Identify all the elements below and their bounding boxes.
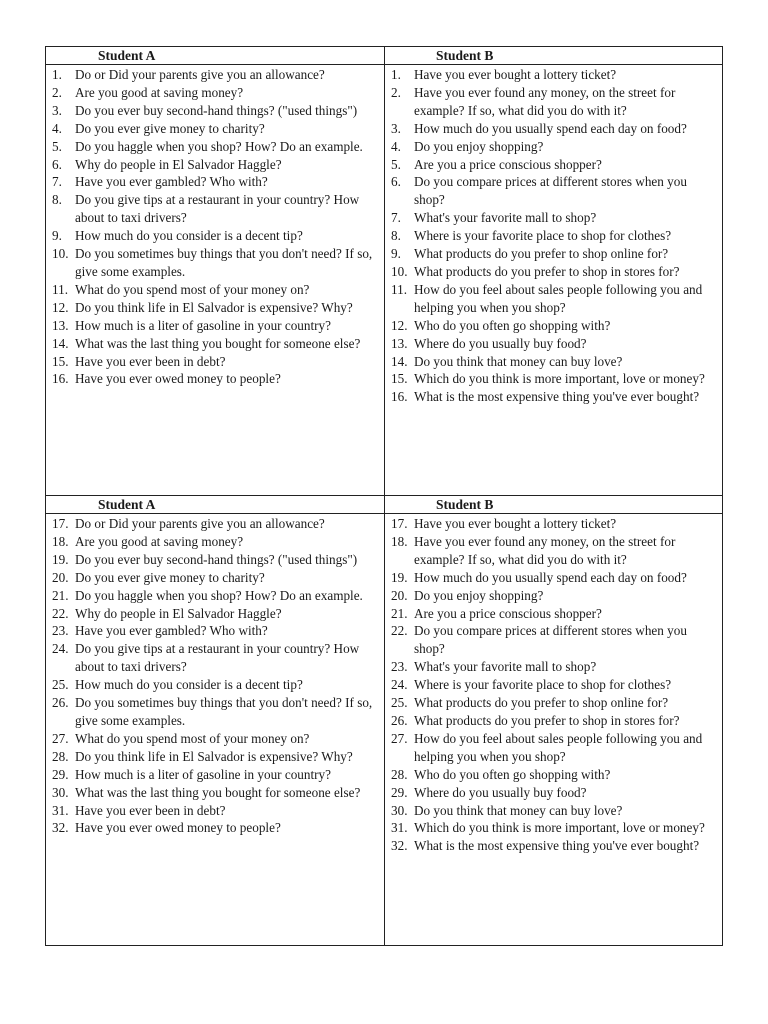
- question-number: 16.: [52, 371, 69, 387]
- question-item: [391, 209, 718, 227]
- question-text: Do you sometimes buy things that you don't need? If so, give some examples.: [75, 246, 373, 279]
- question-number: 9.: [391, 246, 401, 262]
- question-text: Do you ever give money to charity?: [75, 569, 265, 585]
- question-text: What was the last thing you bought for someone else?: [75, 784, 361, 800]
- question-number: 31.: [391, 820, 408, 836]
- question-text: What products do you prefer to shop online for?: [414, 246, 669, 262]
- question-number: 27.: [52, 730, 69, 746]
- question-text: How much is a liter of gasoline in your country?: [75, 317, 331, 333]
- question-number: 7.: [52, 174, 62, 190]
- question-item: [52, 245, 380, 281]
- question-text: Have you ever gambled? Who with?: [75, 174, 268, 190]
- question-text: Have you ever gambled? Who with?: [75, 623, 268, 639]
- question-text: Do you ever give money to charity?: [75, 120, 265, 136]
- question-text: What is the most expensive thing you've ever bought?: [414, 389, 700, 405]
- question-number: 9.: [52, 228, 62, 244]
- question-item: [52, 640, 380, 676]
- question-text: Which do you think is more important, love or money?: [414, 371, 705, 387]
- question-text: Do you think that money can buy love?: [414, 353, 623, 369]
- question-number: 16.: [391, 389, 408, 405]
- question-number: 4.: [391, 138, 401, 154]
- question-text: What was the last thing you bought for someone else?: [75, 335, 361, 351]
- question-item: [52, 515, 380, 533]
- question-number: 8.: [52, 192, 62, 208]
- question-item: [391, 784, 718, 802]
- question-number: 14.: [391, 353, 408, 369]
- question-item: [391, 730, 718, 766]
- question-text: Do you enjoy shopping?: [414, 587, 544, 603]
- question-item: [52, 191, 380, 227]
- question-item: [391, 66, 718, 84]
- question-number: 32.: [52, 820, 69, 836]
- question-item: [391, 819, 718, 837]
- question-item: [52, 281, 380, 299]
- question-number: 22.: [391, 623, 408, 639]
- question-number: 6.: [391, 174, 401, 190]
- question-text: Do you ever buy second-hand things? ("used things"): [75, 551, 358, 567]
- question-item: [391, 317, 718, 335]
- question-item: [52, 569, 380, 587]
- question-number: 11.: [52, 281, 68, 297]
- question-text: How do you feel about sales people following you and helping you when you shop?: [414, 730, 703, 764]
- student-a-cell: [46, 514, 385, 946]
- question-item: [391, 281, 718, 317]
- student-b-question-list: [385, 65, 722, 406]
- question-item: [391, 173, 718, 209]
- question-text: Have you ever been in debt?: [75, 353, 226, 369]
- student-b-cell: [385, 514, 723, 946]
- question-item: [391, 569, 718, 587]
- question-item: [52, 227, 380, 245]
- question-number: 30.: [52, 784, 69, 800]
- question-number: 5.: [52, 138, 62, 154]
- question-item: [52, 802, 380, 820]
- question-number: 7.: [391, 210, 401, 226]
- question-number: 29.: [52, 766, 69, 782]
- question-item: [52, 299, 380, 317]
- question-number: 26.: [52, 695, 69, 711]
- question-number: 17.: [391, 516, 408, 531]
- question-item: [52, 748, 380, 766]
- question-number: 18.: [52, 533, 69, 549]
- question-item: [52, 156, 380, 174]
- question-item: [52, 551, 380, 569]
- question-text: Why do people in El Salvador Haggle?: [75, 156, 282, 172]
- question-text: Have you ever bought a lottery ticket?: [414, 516, 617, 531]
- question-text: Have you ever been in debt?: [75, 802, 226, 818]
- question-item: [391, 138, 718, 156]
- question-text: Where is your favorite place to shop for clothes?: [414, 228, 672, 244]
- question-text: Do you give tips at a restaurant in your country? How about to taxi drivers?: [75, 192, 360, 226]
- question-text: How much do you consider is a decent tip?: [75, 677, 303, 693]
- question-item: [391, 353, 718, 371]
- question-number: 20.: [391, 587, 408, 603]
- question-text: Do you haggle when you shop? How? Do an example.: [75, 138, 363, 154]
- question-text: Where do you usually buy food?: [414, 784, 587, 800]
- question-item: [391, 658, 718, 676]
- question-text: Who do you often go shopping with?: [414, 766, 611, 782]
- question-item: [52, 120, 380, 138]
- question-item: [391, 515, 718, 533]
- question-number: 24.: [391, 677, 408, 693]
- question-text: Are you good at saving money?: [75, 533, 244, 549]
- student-b-heading: Student B: [385, 47, 723, 65]
- question-text: How much do you usually spend each day on food?: [414, 569, 687, 585]
- student-a-cell: [46, 65, 385, 496]
- question-text: How do you feel about sales people following you and helping you when you shop?: [414, 281, 703, 315]
- question-item: [391, 227, 718, 245]
- question-item: [391, 676, 718, 694]
- question-number: 19.: [391, 569, 408, 585]
- question-item: [391, 766, 718, 784]
- question-number: 25.: [391, 695, 408, 711]
- question-text: What do you spend most of your money on?: [75, 281, 310, 297]
- question-text: What's your favorite mall to shop?: [414, 659, 597, 675]
- question-text: Are you a price conscious shopper?: [414, 605, 602, 621]
- question-item: [52, 138, 380, 156]
- question-table: [45, 46, 723, 946]
- question-item: [52, 622, 380, 640]
- question-item: [391, 533, 718, 569]
- question-item: [52, 694, 380, 730]
- question-number: 17.: [52, 516, 69, 531]
- header-row: [46, 47, 723, 65]
- question-number: 21.: [52, 587, 69, 603]
- question-text: Do or Did your parents give you an allowance?: [75, 67, 325, 82]
- question-number: 24.: [52, 641, 69, 657]
- question-number: 19.: [52, 551, 69, 567]
- question-number: 21.: [391, 605, 408, 621]
- question-number: 6.: [52, 156, 62, 172]
- question-item: [52, 533, 380, 551]
- question-item: [52, 353, 380, 371]
- question-row: [46, 65, 723, 496]
- question-number: 32.: [391, 838, 408, 854]
- question-text: How much do you consider is a decent tip?: [75, 228, 303, 244]
- question-text: Are you good at saving money?: [75, 84, 244, 100]
- question-number: 12.: [391, 317, 408, 333]
- question-number: 8.: [391, 228, 401, 244]
- question-text: Do you think life in El Salvador is expensive? Why?: [75, 748, 353, 764]
- question-item: [391, 84, 718, 120]
- question-item: [52, 370, 380, 388]
- question-item: [391, 605, 718, 623]
- question-number: 31.: [52, 802, 69, 818]
- question-number: 23.: [52, 623, 69, 639]
- question-text: Have you ever owed money to people?: [75, 820, 281, 836]
- question-number: 18.: [391, 533, 408, 549]
- student-a-question-list: [46, 65, 384, 388]
- student-a-question-list: [46, 514, 384, 837]
- question-number: 3.: [52, 102, 62, 118]
- question-number: 2.: [52, 84, 62, 100]
- student-a-heading: Student A: [46, 496, 385, 514]
- question-text: Are you a price conscious shopper?: [414, 156, 602, 172]
- question-number: 11.: [391, 281, 407, 297]
- question-text: Do or Did your parents give you an allowance?: [75, 516, 325, 531]
- question-number: 2.: [391, 84, 401, 100]
- question-text: What products do you prefer to shop online for?: [414, 695, 669, 711]
- question-item: [52, 173, 380, 191]
- question-item: [391, 156, 718, 174]
- question-text: Have you ever bought a lottery ticket?: [414, 67, 617, 82]
- question-text: What products do you prefer to shop in stores for?: [414, 712, 680, 728]
- question-text: Have you ever found any money, on the street for example? If so, what did you do with it?: [414, 84, 676, 118]
- question-text: Do you compare prices at different stores when you shop?: [414, 623, 687, 657]
- question-item: [391, 622, 718, 658]
- student-b-question-list: [385, 514, 722, 855]
- question-text: Which do you think is more important, love or money?: [414, 820, 705, 836]
- question-number: 1.: [52, 67, 62, 82]
- question-item: [391, 370, 718, 388]
- question-number: 29.: [391, 784, 408, 800]
- question-number: 10.: [391, 263, 408, 279]
- question-item: [52, 605, 380, 623]
- question-text: What's your favorite mall to shop?: [414, 210, 597, 226]
- question-text: Do you ever buy second-hand things? ("used things"): [75, 102, 358, 118]
- question-row: [46, 514, 723, 946]
- question-number: 14.: [52, 335, 69, 351]
- question-number: 20.: [52, 569, 69, 585]
- question-text: Have you ever owed money to people?: [75, 371, 281, 387]
- question-text: Do you think life in El Salvador is expensive? Why?: [75, 299, 353, 315]
- question-number: 4.: [52, 120, 62, 136]
- question-text: Where is your favorite place to shop for clothes?: [414, 677, 672, 693]
- question-item: [52, 766, 380, 784]
- question-number: 3.: [391, 120, 401, 136]
- question-text: Do you think that money can buy love?: [414, 802, 623, 818]
- question-item: [391, 837, 718, 855]
- question-text: How much is a liter of gasoline in your country?: [75, 766, 331, 782]
- question-item: [52, 730, 380, 748]
- question-text: Do you give tips at a restaurant in your country? How about to taxi drivers?: [75, 641, 360, 675]
- student-b-cell: [385, 65, 723, 496]
- question-number: 27.: [391, 730, 408, 746]
- worksheet: [45, 46, 722, 946]
- question-number: 1.: [391, 67, 401, 82]
- question-number: 15.: [391, 371, 408, 387]
- question-item: [391, 388, 718, 406]
- question-number: 12.: [52, 299, 69, 315]
- question-item: [391, 694, 718, 712]
- question-item: [52, 587, 380, 605]
- question-text: Where do you usually buy food?: [414, 335, 587, 351]
- question-item: [391, 263, 718, 281]
- question-item: [391, 335, 718, 353]
- question-number: 10.: [52, 246, 69, 262]
- question-number: 28.: [52, 748, 69, 764]
- question-text: What do you spend most of your money on?: [75, 730, 310, 746]
- question-item: [52, 335, 380, 353]
- question-item: [52, 784, 380, 802]
- question-number: 13.: [391, 335, 408, 351]
- student-a-heading: Student A: [46, 47, 385, 65]
- question-item: [391, 587, 718, 605]
- question-item: [391, 802, 718, 820]
- question-number: 25.: [52, 677, 69, 693]
- question-number: 30.: [391, 802, 408, 818]
- question-text: How much do you usually spend each day on food?: [414, 120, 687, 136]
- question-text: Do you compare prices at different stores when you shop?: [414, 174, 687, 208]
- question-text: Do you sometimes buy things that you don't need? If so, give some examples.: [75, 695, 373, 728]
- question-item: [52, 84, 380, 102]
- question-number: 23.: [391, 659, 408, 675]
- question-number: 26.: [391, 712, 408, 728]
- question-item: [52, 317, 380, 335]
- header-row: [46, 496, 723, 514]
- question-text: What products do you prefer to shop in stores for?: [414, 263, 680, 279]
- question-number: 15.: [52, 353, 69, 369]
- question-item: [391, 120, 718, 138]
- question-item: [52, 102, 380, 120]
- question-text: Who do you often go shopping with?: [414, 317, 611, 333]
- question-text: Do you enjoy shopping?: [414, 138, 544, 154]
- question-item: [52, 676, 380, 694]
- question-item: [52, 819, 380, 837]
- question-item: [52, 66, 380, 84]
- student-b-heading: Student B: [385, 496, 723, 514]
- question-text: Do you haggle when you shop? How? Do an example.: [75, 587, 363, 603]
- question-item: [391, 245, 718, 263]
- question-text: Have you ever found any money, on the street for example? If so, what did you do with it?: [414, 533, 676, 567]
- question-text: Why do people in El Salvador Haggle?: [75, 605, 282, 621]
- question-number: 22.: [52, 605, 69, 621]
- question-number: 28.: [391, 766, 408, 782]
- question-number: 5.: [391, 156, 401, 172]
- question-item: [391, 712, 718, 730]
- question-text: What is the most expensive thing you've ever bought?: [414, 838, 700, 854]
- question-number: 13.: [52, 317, 69, 333]
